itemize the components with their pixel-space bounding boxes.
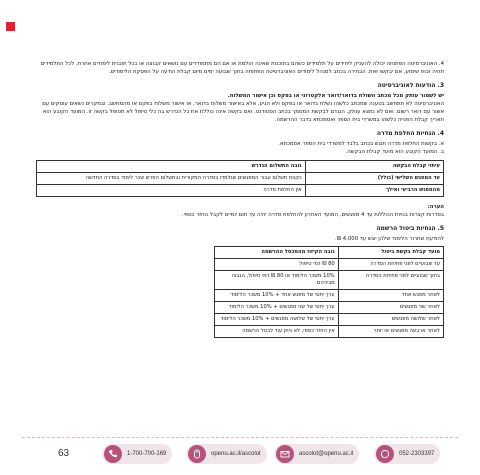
table-header-cell: גובה התשלום הנדרש [37, 161, 306, 173]
table-cell: 80 ₪ דמי טיפול [215, 259, 339, 271]
page-number: 63 [58, 448, 70, 459]
table-header-cell: מועד קבלת בקשת ביטול [338, 247, 443, 259]
section-4-title: 4. הנחיות החלפת מדרה [376, 130, 444, 137]
email-text: ascolot@openu.ac.il [299, 451, 354, 457]
table-row [215, 314, 444, 326]
phone-icon [104, 445, 122, 463]
email-icon [276, 445, 294, 463]
note-text: בסדרות קצרות בנויות הכוללות עד 4 מפגשים, המועד האחרון להחלפת סדרה יהיה עד תום יומיים לקבל החזר כספי. [181, 212, 444, 218]
section-3-title: 3. הודעות לאוניברסיטה [377, 82, 444, 89]
table-row [37, 185, 444, 197]
section-4-a: א. בקשות החלפת מדרה תוגש בכתב בלבד למשרדי בית הספר אסמכתא. [278, 141, 444, 147]
document-body [36, 60, 444, 338]
section-5-text: להודעת שחרור הלימוד שלהן יוגש עד 4,000 ₪. [335, 236, 444, 242]
table-row [37, 173, 444, 185]
table-cell: אין החלפת סדרה [37, 185, 306, 197]
phone-text: 1-700-700-169 [127, 451, 167, 457]
paragraph-4: 4. האוניברסיטה הפתוחה יכולה להעניק ליחידים על תלמידים כשהם בתוכנות שאינה הולמת או אם הם מתמודדים עם נושאים קבוצה או בכל תוכנית לימודים אחרת. לכל התלמידים תהיה זכות שימוע, אם יבקשו זאת. הבחירה בכתב למנהל לימודים האוניברסיטה הפתוחה בתוך שבועה ימים מיום קבלת הודעה על הפסקת הלימודים. [40, 61, 444, 75]
mouse-icon [188, 445, 206, 463]
exchange-table [36, 160, 444, 197]
table-cell: ערך יחסי של שני מפגשים + 10% משכר הלימוד [215, 302, 339, 314]
section-4-b: ב. המועד הקובע הוא מועד קבלת הבקשה. [345, 149, 444, 155]
footer-divider [22, 437, 458, 438]
table-header-row [215, 247, 444, 259]
table-row [215, 259, 444, 271]
cancellation-table [214, 246, 444, 338]
table-cell: לאחר שני מפגשים [338, 302, 443, 314]
section-3-bold: יש לשמור עותק מכל מכתב השולח בדואר/דואר אלקטרוני או בפקס וכן אישור המשלוח. [227, 93, 444, 99]
email-link[interactable] [274, 444, 359, 464]
table-cell: אין החזר כספי, לא ניתן עוד לבטל הרשמה [215, 326, 339, 338]
table-cell: ערך יחסי של שלושה מפגשים + 10% משכר הלימוד [215, 314, 339, 326]
website-text: openu.ac.il/ascolot [211, 451, 261, 457]
table-row [215, 290, 444, 302]
table-row [215, 271, 444, 290]
note-title: הערה: [427, 204, 444, 210]
whatsapp-icon [376, 445, 394, 463]
brand-square [6, 22, 15, 31]
table-cell: בתוך שבועיים לפני פתיחת הסדרה [338, 271, 443, 290]
table-row [215, 326, 444, 338]
table-cell: 10% משכר הלימוד או 80 ₪ דמי טיפול, הגבוה מביניהם [215, 271, 339, 290]
table-header-cell: עיתוי קבלת הבקשה [305, 161, 443, 173]
table-header-cell: גובה הקיזוז מהמכסל ההרשמה [215, 247, 339, 259]
table-cell: מהמפגש הרביעי ואילך [305, 185, 443, 197]
table-cell: ערך יחסי של מפגש אחד + 10% משכר הלימוד [215, 290, 339, 302]
table-cell: לאחר מפגש אחד [338, 290, 443, 302]
whatsapp-link[interactable] [374, 444, 440, 464]
section-5-title: 5. הנחיות ביטול הרשמה [376, 225, 444, 232]
table-cell: עד שבועיים לפני פתיחת הסדרה [338, 259, 443, 271]
whatsapp-text: 052-2303397 [399, 451, 435, 457]
phone-link[interactable] [102, 444, 172, 464]
table-cell: עד המפגש השלישי (כולל) [305, 173, 443, 185]
section-3-text: האוניברסיטה לא תתחשב בטענה שמכתב כלשהו נשלח בדואר או בפקס ולא הגיע, אלא באישור משלוח בדואר, או אישור משלוח בפקס או מהמחשב, ובמקרים נשאים עוסקים עם אשור עם דואר רשום. ואם לא נמצא עותק, הגנדם לבקשת המסמך בכתב הסטודנט. ואם בקשה אינה כוללת את כל הנדרש בה כלי טיפול לא תטופל בקשה זו. המועד הקובע הוא תאריך קבלת הפנייה כלשהו במשרדי בית הספר ואסמכתא בדבר ההרשמה. [42, 101, 444, 123]
table-row [215, 302, 444, 314]
footer [0, 442, 480, 468]
table-cell: כקוות תשלום עבור המפגשים שנלמדו בסדרה המקורית ובתשלום הפרש שכר לימוד בסדרה החדשה [37, 173, 306, 185]
table-cell: לאחר שלושה מפגשים [338, 314, 443, 326]
table-header-row [37, 161, 444, 173]
table-cell: לאחר ארבעה מפגשים או יותר [338, 326, 443, 338]
website-link[interactable] [186, 444, 267, 464]
